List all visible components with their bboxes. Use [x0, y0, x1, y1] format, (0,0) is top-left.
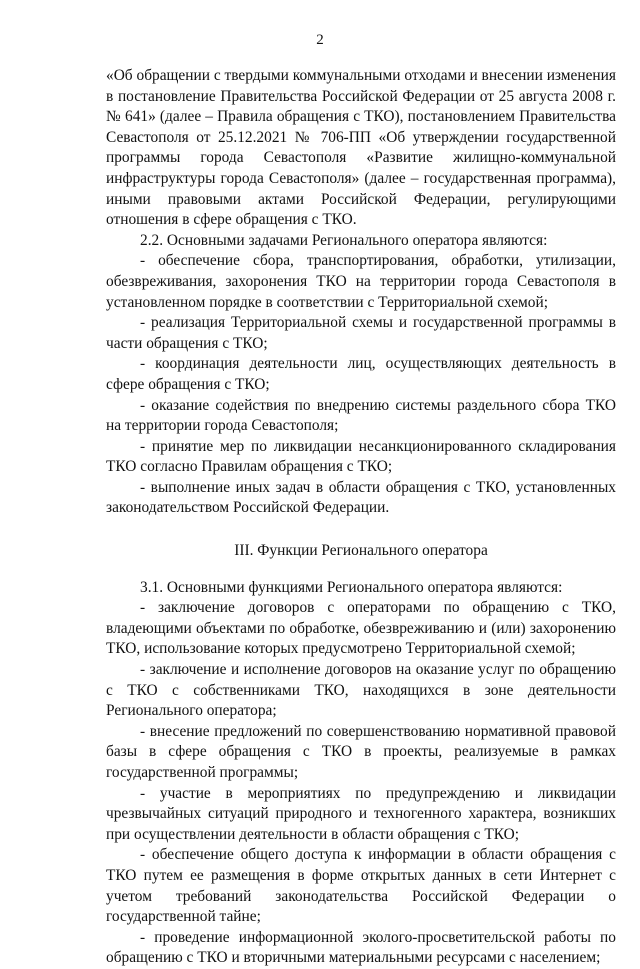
list-item: - обеспечение сбора, транспортирования, обработки, утилизации, обезвреживания, захоронения ТКО на территории города Севастополя в установленном порядке в соответствии с Территориальной схемой;	[106, 252, 616, 311]
list-item: - выполнение иных задач в области обращения с ТКО, установленных законодательством Российской Федерации.	[106, 478, 616, 517]
list-item: - обеспечение общего доступа к информации в области обращения с ТКО путем ее размещения в форме открытых данных в сети Интернет с учетом требований законодательства Российской Федерации о государственной тайне;	[106, 846, 616, 926]
list-item: - проведение информационной эколого-просветительской работы по обращению с ТКО и вторичными материальными ресурсами с населением;	[106, 928, 616, 967]
list-item: - координация деятельности лиц, осуществляющих деятельность в сфере обращения с ТКО;	[106, 355, 616, 393]
page-number: 2	[316, 32, 324, 48]
document-body	[106, 66, 616, 969]
paragraph: «Об обращении с твердыми коммунальными отходами и внесении изменения в постановление Правительства Российской Федерации от 25 августа 2008 г. № 641» (далее – Правила обращения с ТКО), постановлением Правительства Севастополя от 25.12.2021 № 706-ПП «Об утверждении государственной программы города Севастополя «Развитие жилищно-коммунальной инфраструктуры города Севастополя» (далее – государственная программа), иными правовыми актами Российской Федерации, регулирующими отношения в сфере обращения с ТКО.	[106, 67, 616, 229]
list-item: - заключение договоров с операторами по обращению с ТКО, владеющими объектами по обработке, обезвреживанию и (или) захоронению ТКО, использование которых предусмотрено Территориальной схемой;	[106, 599, 616, 658]
paragraph: 3.1. Основными функциями Регионального оператора являются:	[140, 578, 563, 596]
paragraph: 2.2. Основными задачами Регионального оператора являются:	[140, 231, 548, 249]
list-item: - участие в мероприятиях по предупреждению и ликвидации чрезвычайных ситуаций природного и техногенного характера, возникших при осуществлении деятельности в области обращения с ТКО;	[106, 784, 616, 843]
list-item: - принятие мер по ликвидации несанкционированного складирования ТКО согласно Правилам обращения с ТКО;	[106, 437, 616, 476]
section-heading: III. Функции Регионального оператора	[234, 542, 488, 560]
list-item: - оказание содействия по внедрению системы раздельного сбора ТКО на территории города Севастополя;	[106, 396, 616, 435]
list-item: - внесение предложений по совершенствованию нормативной правовой базы в сфере обращения с ТКО в проекты, реализуемые в рамках государственной программы;	[106, 722, 616, 781]
list-item: - заключение и исполнение договоров на оказание услуг по обращению с ТКО с собственниками ТКО, находящихся в зоне деятельности Регионального оператора;	[106, 661, 616, 720]
list-item: - реализация Территориальной схемы и государственной программы в части обращения с ТКО;	[106, 314, 616, 352]
